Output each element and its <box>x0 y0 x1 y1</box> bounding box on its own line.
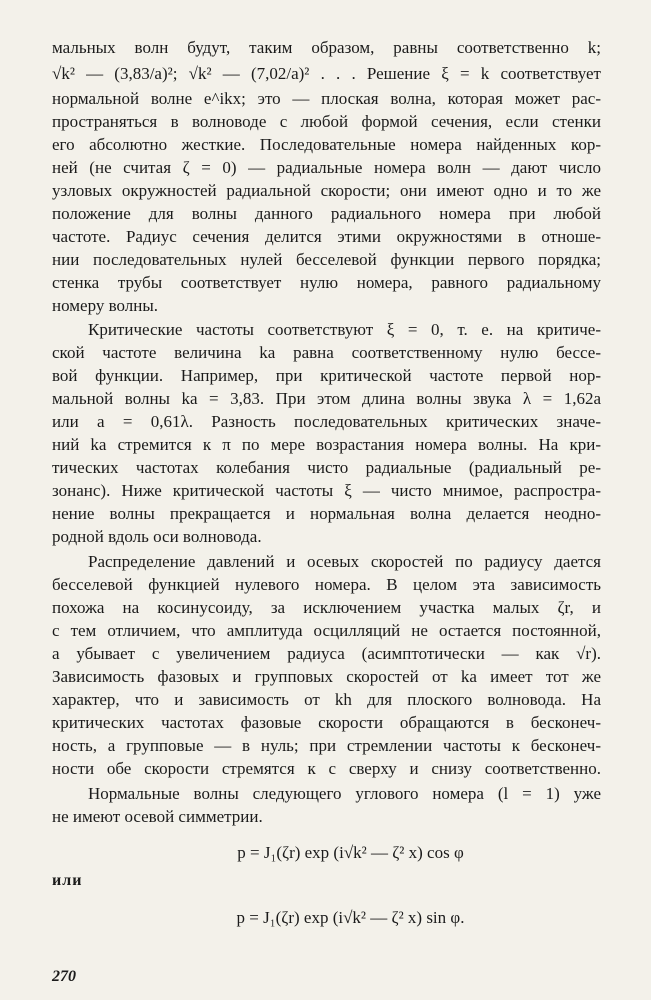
text-line: √k² — (3,83/a)²; √k² — (7,02/a)² . . . Решение ξ = k соответствует <box>52 64 601 83</box>
text-line: не имеют осевой симметрии. <box>52 807 263 826</box>
text-line: зонанс). Ниже критической частоты ξ — чисто мнимое, распростра- <box>52 481 601 500</box>
text-line: ней (не считая ζ = 0) — радиальные номера волн — дают число <box>52 158 601 177</box>
text-line: характер, что и зависимость от kh для плоского волновода. На <box>52 690 601 709</box>
text-line: ность, а групповые — в нуль; при стремлении частоты к бесконеч- <box>52 736 601 755</box>
page-number: 270 <box>52 968 76 985</box>
text-line: его абсолютно жесткие. Последовательные номера найденных кор- <box>52 135 601 154</box>
or-word: или <box>52 872 83 889</box>
text-line: тических частотах колебания чисто радиальные (радиальный ре- <box>52 458 601 477</box>
text-line: мальных волн будут, таким образом, равны соответственно k; <box>52 38 601 57</box>
text-line: пространяться в волноводе с любой формой сечения, если стенки <box>52 112 601 131</box>
text-line: или a = 0,61λ. Разность последовательных критических значе- <box>52 412 601 431</box>
text-line: бесселевой функцией нулевого номера. В целом эта зависимость <box>52 575 601 594</box>
text-line: узловых окружностей радиальной скорости; они имеют одно и то же <box>52 181 601 200</box>
text-line: мальной волны ka = 3,83. При этом длина волны звука λ = 1,62a <box>52 389 601 408</box>
text-line: Нормальные волны следующего углового номера (l = 1) уже <box>88 784 601 803</box>
text-line: а убывает с увеличением радиуса (асимптотически — как √r). <box>52 644 601 663</box>
text-line: Распределение давлений и осевых скоростей по радиусу дается <box>88 552 601 571</box>
text-line: частоте. Радиус сечения делится этими окружностями в отноше- <box>52 227 601 246</box>
text-line: с тем отличием, что амплитуда осцилляций не остается постоянной, <box>52 621 601 640</box>
text-line: Критические частоты соответствуют ξ = 0, т. е. на критиче- <box>88 320 601 339</box>
equation-cos: p = J₁(ζr) exp (i√k² — ζ² x) cos φ <box>237 843 464 862</box>
text-line: ской частоте величина ka равна соответственному нулю бессе- <box>52 343 601 362</box>
text-line: вой функции. Например, при критической частоте первой нор- <box>52 366 601 385</box>
text-line: похожа на косинусоиду, за исключением участка малых ζr, и <box>52 598 601 617</box>
text-line: нормальной волне e^ikx; это — плоская волна, которая может рас- <box>52 89 601 108</box>
text-line: нии последовательных нулей бесселевой функции первого порядка; <box>52 250 601 269</box>
text-line: номеру волны. <box>52 296 159 315</box>
text-line: родной вдоль оси волновода. <box>52 527 262 546</box>
text-line: положение для волны данного радиального номера при любой <box>52 204 601 223</box>
text-line: ний ka стремится к π по мере возрастания номера волны. На кри- <box>52 435 601 454</box>
text-line: критических частотах фазовые скорости обращаются в бесконеч- <box>52 713 601 732</box>
text-line: стенка трубы соответствует нулю номера, равного радиальному <box>52 273 601 292</box>
text-line: Зависимость фазовых и групповых скоростей от ka имеет тот же <box>52 667 601 686</box>
equation-sin: p = J₁(ζr) exp (i√k² — ζ² x) sin φ. <box>236 908 465 927</box>
text-line: нение волны прекращается и нормальная волна делается неодно- <box>52 504 601 523</box>
text-line: ности обе скорости стремятся к c сверху и снизу соответственно. <box>52 759 601 778</box>
